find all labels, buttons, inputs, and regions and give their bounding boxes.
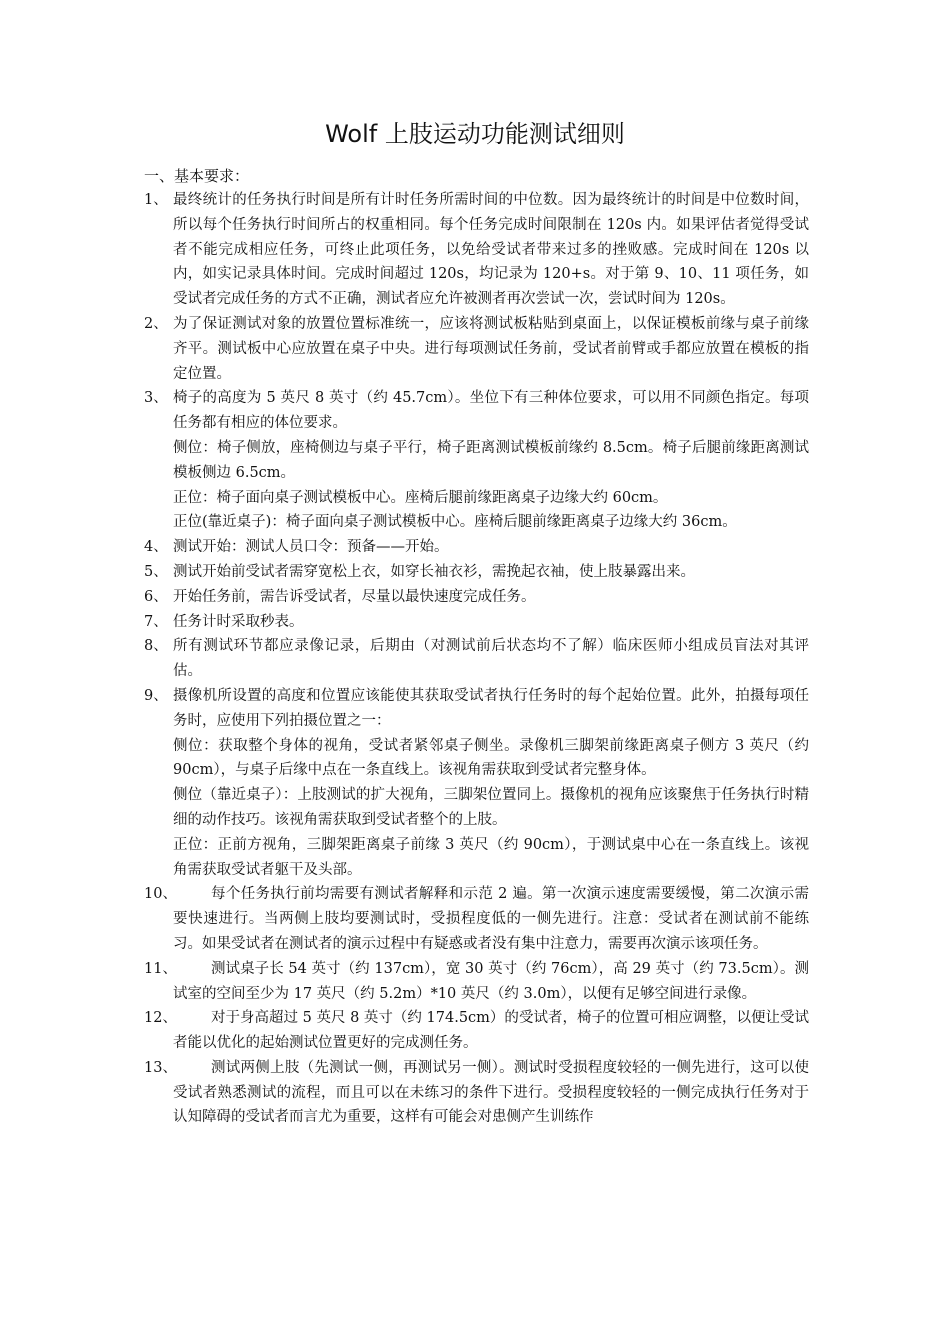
list-item-number: 2、	[144, 315, 168, 332]
requirements-list	[144, 188, 809, 1130]
list-item-paragraph: 所有测试环节都应录像记录，后期由（对测试前后状态均不了解）临床医师小组成员盲法对其评估。	[173, 638, 809, 680]
list-item-paragraph: 侧位：获取整个身体的视角，受试者紧邻桌子侧坐。录像机三脚架前缘距离桌子侧方 3 英尺（约 90cm），与桌子后缘中点在一条直线上。该视角需获取到受试者完整身体。	[173, 737, 809, 779]
list-item	[144, 1056, 809, 1130]
list-item	[144, 560, 809, 585]
list-item-paragraph: 测试开始前受试者需穿宽松上衣，如穿长袖衣衫，需挽起衣袖，使上肢暴露出来。	[173, 563, 695, 580]
section-heading: 一、基本要求：	[144, 167, 250, 185]
list-item-number: 7、	[144, 613, 168, 630]
list-item-paragraph: 正位：椅子面向桌子测试模板中心。座椅后腿前缘距离桌子边缘大约 60cm。	[173, 489, 668, 506]
list-item	[144, 188, 809, 312]
list-item	[144, 312, 809, 386]
list-item	[144, 1006, 809, 1056]
list-item-paragraph: 对于身高超过 5 英尺 8 英寸（约 174.5cm）的受试者，椅子的位置可相应调整，以便让受试者能以优化的起始测试位置更好的完成测任务。	[173, 1010, 809, 1052]
list-item-paragraph: 摄像机所设置的高度和位置应该能使其获取受试者执行任务时的每个起始位置。此外，拍摄每项任务时，应使用下列拍摄位置之一：	[173, 687, 809, 729]
list-item-paragraph: 每个任务执行前均需要有测试者解释和示范 2 遍。第一次演示速度需要缓慢，第二次演示需要快速进行。当两侧上肢均要测试时，受损程度低的一侧先进行。注意：受试者在测试前不能练习。如果受试者在测试者的演示过程中有疑惑或者没有集中注意力，需要再次演示该项任务。	[173, 886, 809, 952]
list-item-paragraph: 侧位：椅子侧放，座椅侧边与桌子平行，椅子距离测试模板前缘约 8.5cm。椅子后腿前缘距离测试模板侧边 6.5cm。	[173, 439, 809, 481]
list-item-paragraph: 开始任务前，需告诉受试者，尽量以最快速度完成任务。	[173, 588, 536, 605]
list-item-number: 13、	[144, 1059, 177, 1076]
list-item	[144, 585, 809, 610]
list-item	[144, 957, 809, 1007]
list-item-number: 9、	[144, 687, 168, 704]
list-item-number: 1、	[144, 192, 168, 208]
list-item-paragraph: 侧位（靠近桌子）：上肢测试的扩大视角，三脚架位置同上。摄像机的视角应该聚焦于任务执行时精细的动作技巧。该视角需获取到受试者整个的上肢。	[173, 787, 809, 828]
list-item-paragraph: 正位(靠近桌子)：椅子面向桌子测试模板中心。座椅后腿前缘距离桌子边缘大约 36cm。	[173, 514, 737, 531]
list-item	[144, 882, 809, 956]
list-item-paragraph: 最终统计的任务执行时间是所有计时任务所需时间的中位数。因为最终统计的时间是中位数时间，所以每个任务执行时间所占的权重相同。每个任务完成时间限制在 120s 内。如果评估者觉得受试者不能完成相应任务，可终止此项任务，以免给受试者带来过多的挫败感。完成时间在 120s 以内，如实记录具体时间。完成时间超过 120s，均记录为 120+s。对于第 9、10、11 项任务，如受试者完成任务的方式不正确，测试者应允许被测者再次尝试一次，尝试时间为 120s。	[173, 192, 809, 308]
list-item-number: 11、	[144, 960, 177, 977]
list-item-number: 4、	[144, 539, 168, 556]
document-title: Wolf 上肢运动功能测试细则	[325, 120, 625, 148]
list-item-number: 12、	[144, 1010, 177, 1027]
list-item	[144, 610, 809, 635]
list-item-number: 10、	[144, 886, 177, 903]
list-item-paragraph: 为了保证测试对象的放置位置标准统一，应该将测试板粘贴到桌面上，以保证模板前缘与桌子前缘齐平。测试板中心应放置在桌子中央。进行每项测试任务前，受试者前臂或手都应放置在模板的指定位置。	[173, 315, 809, 382]
list-item-number: 8、	[144, 638, 168, 655]
list-item-paragraph: 测试两侧上肢（先测试一侧，再测试另一侧）。测试时受损程度较轻的一侧先进行，这可以使受试者熟悉测试的流程，而且可以在未练习的条件下进行。受损程度较轻的一侧完成执行任务对于认知障碍的受试者而言尤为重要，这样有可能会对患侧产生训练作	[173, 1059, 809, 1126]
list-item	[144, 535, 809, 560]
list-item-number: 3、	[144, 390, 168, 407]
list-item-paragraph: 正位：正前方视角，三脚架距离桌子前缘 3 英尺（约 90cm），于测试桌中心在一条直线上。该视角需获取受试者躯干及头部。	[173, 836, 809, 878]
list-item-paragraph: 椅子的高度为 5 英尺 8 英寸（约 45.7cm）。坐位下有三种体位要求，可以用不同颜色指定。每项任务都有相应的体位要求。	[173, 390, 809, 432]
list-item	[144, 634, 809, 684]
list-item	[144, 684, 809, 882]
list-item	[144, 386, 809, 535]
list-item-number: 6、	[144, 588, 168, 605]
list-item-number: 5、	[144, 563, 168, 580]
list-item-paragraph: 任务计时采取秒表。	[173, 613, 304, 630]
list-item-paragraph: 测试开始：测试人员口令：预备——开始。	[173, 539, 449, 556]
list-item-paragraph: 测试桌子长 54 英寸（约 137cm），宽 30 英寸（约 76cm），高 29 英寸（约 73.5cm）。测试室的空间至少为 17 英尺（约 5.2m）*10 英尺（约 3.0m），以便有足够空间进行录像。	[173, 960, 809, 1002]
